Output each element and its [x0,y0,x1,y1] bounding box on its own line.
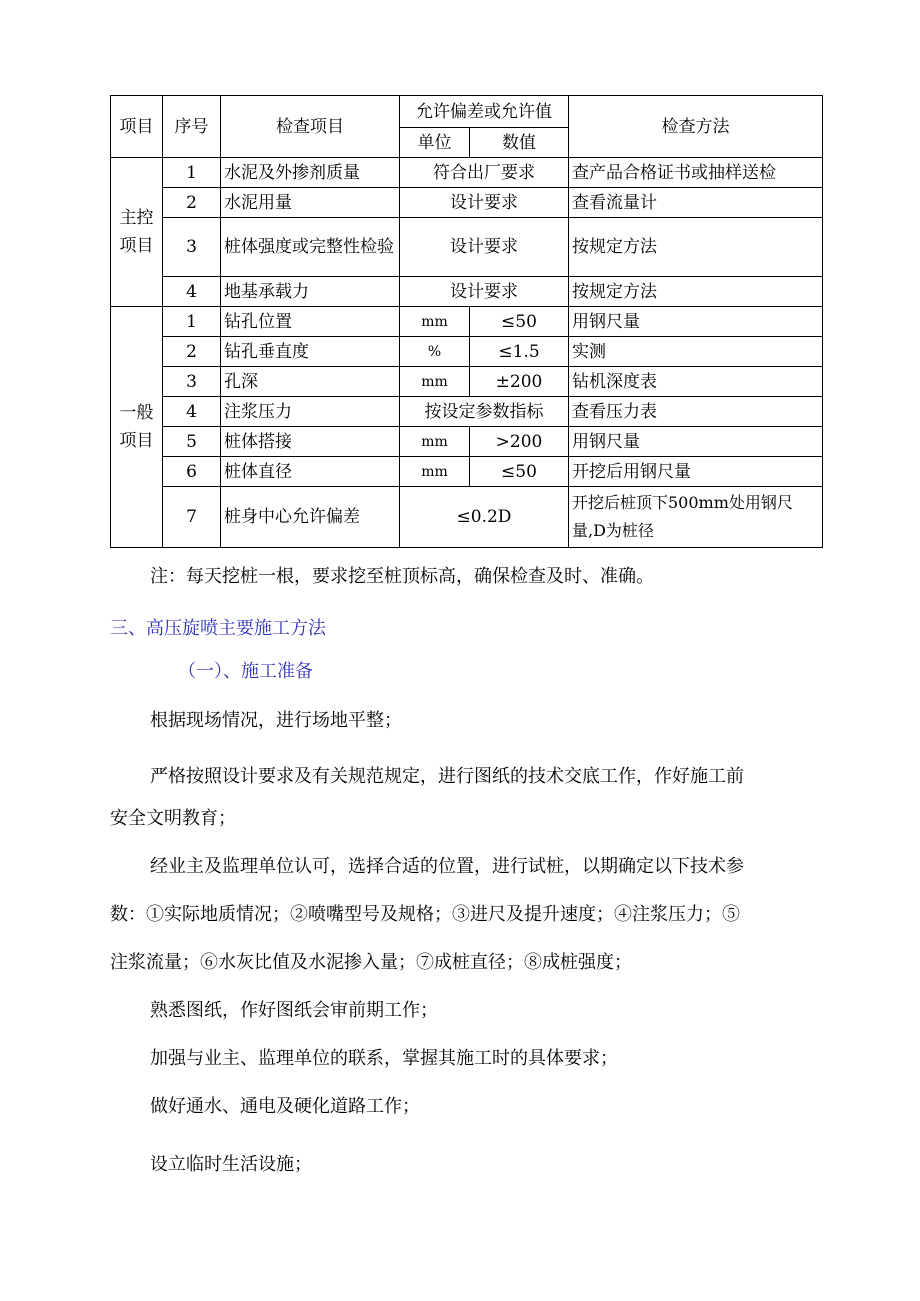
table-cell: 6 [163,457,221,487]
table-cell: ≤1.5 [470,337,569,367]
paragraph: 经业主及监理单位认可，选择合适的位置，进行试桩，以期确定以下技术参 [150,856,744,877]
table-cell: 水泥及外掺剂质量 [221,158,400,188]
table-cell: 设计要求 [400,277,569,307]
table-cell: 5 [163,427,221,457]
paragraph: 严格按照设计要求及有关规范规定，进行图纸的技术交底工作，作好施工前 [150,766,744,787]
paragraph: 安全文明教育； [110,808,236,829]
table-cell: 设计要求 [400,188,569,218]
table-cell: 查看流量计 [569,188,823,218]
table-cell: 按设定参数指标 [400,397,569,427]
table-cell: 4 [163,397,221,427]
table-cell: 设计要求 [400,218,569,277]
table-cell: 开挖后用钢尺量 [569,457,823,487]
group-main-label: 主控项目 [119,208,154,256]
table-note: 注：每天挖桩一根，要求挖至桩顶标高，确保检查及时、准确。 [150,566,654,587]
header-value: 数值 [470,128,569,158]
table-cell: mm [400,457,470,487]
group-general-label: 一般项目 [119,403,154,451]
table-cell: mm [400,427,470,457]
table-cell: 开挖后桩顶下500mm处用钢尺量,D为桩径 [569,487,823,548]
table-cell: 地基承载力 [221,277,400,307]
table-cell: mm [400,367,470,397]
table-cell: 用钢尺量 [569,307,823,337]
paragraph: 熟悉图纸，作好图纸会审前期工作； [150,1000,438,1021]
header-method: 检查方法 [569,96,823,158]
table-cell: 符合出厂要求 [400,158,569,188]
table-cell: 3 [163,367,221,397]
table-cell: 用钢尺量 [569,427,823,457]
paragraph: 注浆流量；⑥水灰比值及水泥掺入量；⑦成桩直径；⑧成桩强度； [110,952,632,973]
table-cell: 桩体强度或完整性检验 [221,218,400,277]
table-cell: 水泥用量 [221,188,400,218]
table-cell: 钻孔位置 [221,307,400,337]
table-cell: 4 [163,277,221,307]
header-unit: 单位 [400,128,470,158]
section-heading: 三、高压旋喷主要施工方法 [110,618,326,639]
paragraph: 根据现场情况，进行场地平整； [150,710,402,731]
table-cell: 2 [163,188,221,218]
table-cell: 孔深 [221,367,400,397]
table-cell: >200 [470,427,569,457]
paragraph: 设立临时生活设施； [150,1154,312,1175]
sub-heading: （一）、施工准备 [178,661,313,682]
table-cell: ±200 [470,367,569,397]
table-cell: % [400,337,470,367]
table-cell: 钻孔垂直度 [221,337,400,367]
group-general [111,307,163,548]
paragraph: 做好通水、通电及硬化道路工作； [150,1096,420,1117]
table-cell: 查产品合格证书或抽样送检 [569,158,823,188]
table-cell: ≤0.2D [400,487,569,548]
table-cell: 实测 [569,337,823,367]
table-cell: 1 [163,158,221,188]
table-cell: 桩身中心允许偏差 [221,487,400,548]
table-cell: ≤50 [470,307,569,337]
table-cell: ≤50 [470,457,569,487]
table-cell: 桩体直径 [221,457,400,487]
table-cell: mm [400,307,470,337]
table-cell: 2 [163,337,221,367]
group-main [111,158,163,307]
header-category: 项目 [111,96,163,158]
header-item: 检查项目 [221,96,400,158]
table-cell: 桩体搭接 [221,427,400,457]
table-cell: 按规定方法 [569,218,823,277]
table-cell: 7 [163,487,221,548]
table-cell: 按规定方法 [569,277,823,307]
paragraph: 加强与业主、监理单位的联系，掌握其施工时的具体要求； [150,1048,618,1069]
header-seq: 序号 [163,96,221,158]
table-cell: 注浆压力 [221,397,400,427]
table-cell: 钻机深度表 [569,367,823,397]
table-cell: 3 [163,218,221,277]
inspection-table [110,95,823,548]
table-cell: 1 [163,307,221,337]
paragraph: 数：①实际地质情况；②喷嘴型号及规格；③进尺及提升速度；④注浆压力；⑤ [110,904,740,925]
table-cell: 查看压力表 [569,397,823,427]
header-tolerance: 允许偏差或允许值 [400,96,569,128]
